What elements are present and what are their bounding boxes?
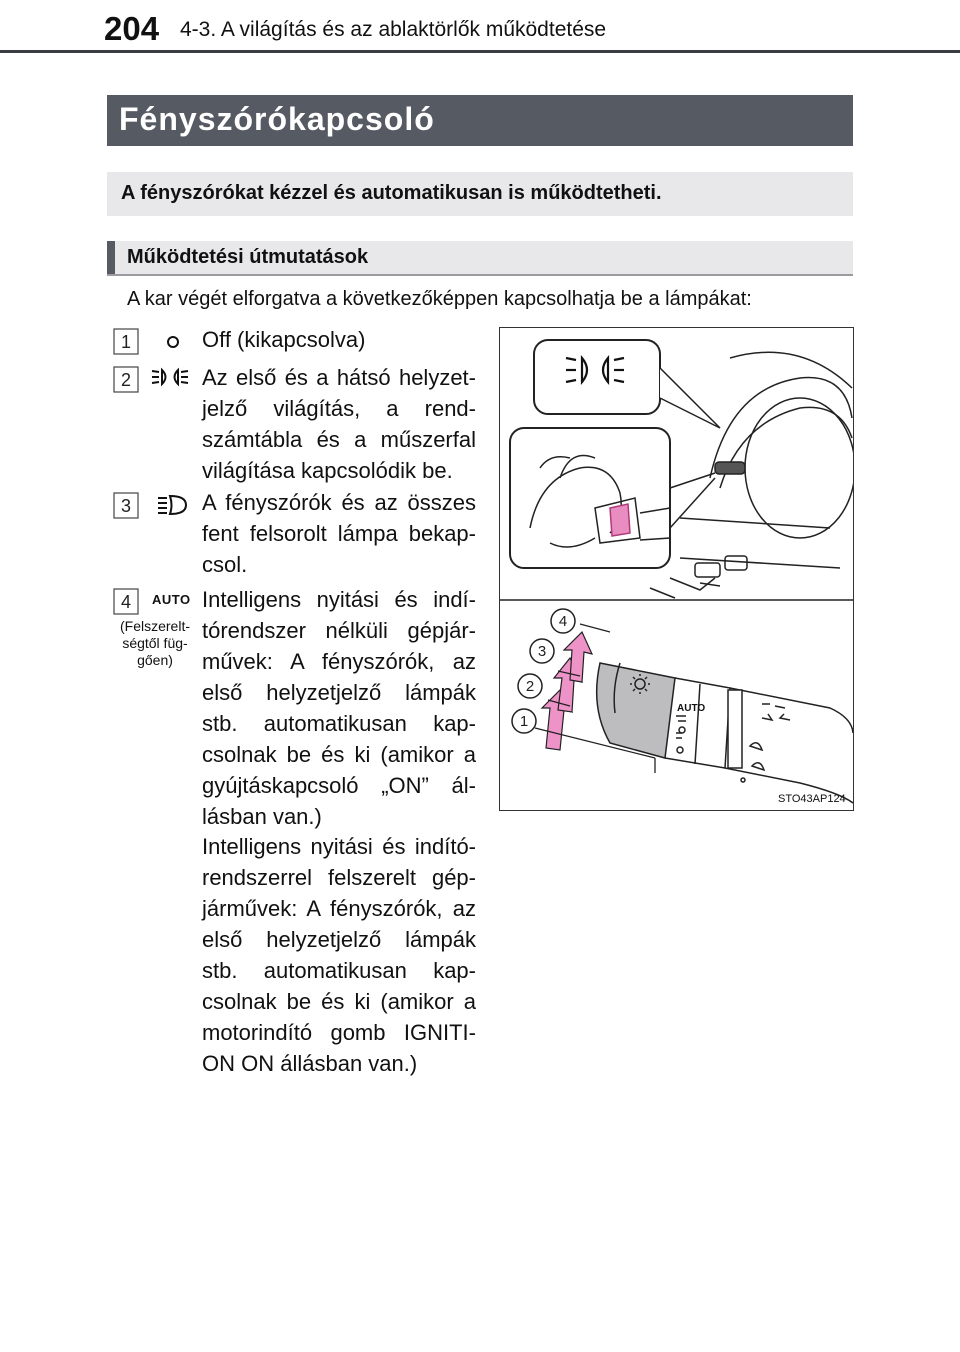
item-4-text: [202, 584, 476, 832]
item-number-2-text: 2: [120, 370, 132, 390]
intro-text: A fényszórókat kézzel és automatikusan is működtetheti.: [121, 182, 662, 204]
text-line: csolnak be és ki (amikor a: [202, 742, 476, 767]
callout-3: 3: [537, 643, 547, 660]
text-line: motorindító gomb IGNITI-: [202, 1020, 476, 1045]
section-title-bar: [107, 95, 853, 146]
intro-box: [107, 172, 853, 216]
page-number: 204: [104, 10, 160, 47]
item-number-3: [113, 492, 139, 519]
text-line: ON ON állásban van.): [202, 1051, 418, 1076]
chapter-title: 4-3. A világítás és az ablaktörlők működtetése: [180, 18, 607, 41]
subheading-marker: [107, 241, 115, 274]
figure-code: STO43AP124: [778, 793, 846, 805]
text-line: számtábla és a műszerfal: [202, 427, 476, 452]
text-line: művek: A fényszórók, az: [202, 649, 476, 674]
extra-paragraph: [202, 831, 476, 1079]
text-line: első helyzetjelző lámpák: [202, 927, 476, 952]
section-title: Fényszórókapcsoló: [119, 101, 435, 137]
text-line: világítása kapcsolódik be.: [202, 458, 453, 483]
text-line: gyújtáskapcsoló „ON” ál-: [202, 773, 476, 798]
off-circle-icon: [160, 332, 186, 352]
text-line: lásban van.): [202, 804, 322, 829]
text-line: stb. automatikusan kap-: [202, 958, 476, 983]
item-3-text: [202, 487, 476, 580]
text-line: tórendszer nélküli gépjár-: [202, 618, 476, 643]
text-line: stb. automatikusan kap-: [202, 711, 476, 736]
text-line: Az első és a hátsó helyzet-: [202, 365, 476, 390]
text-line: Intelligens nyitási és indító-: [202, 834, 476, 859]
text-line: jelző világítás, a rend-: [202, 396, 476, 421]
lead-text: A kar végét elforgatva a következőképpen kapcsolhatja be a lámpákat:: [127, 288, 752, 310]
callout-4: 4: [558, 613, 568, 630]
note-line: ségtől füg-: [122, 635, 188, 651]
figure-illustration: [500, 328, 853, 810]
headlight-switch-figure: [499, 327, 854, 811]
auto-icon: AUTO: [152, 592, 191, 607]
lever-auto-label: AUTO: [677, 703, 706, 714]
headlight-icon: [156, 493, 188, 517]
parking-lights-icon: [150, 366, 190, 388]
note-line: gően): [137, 652, 173, 668]
item-2-text: [202, 362, 476, 486]
text-line: rendszerrel felszerelt gép-: [202, 865, 476, 890]
text-line: első helyzetjelző lámpák: [202, 680, 476, 705]
subheading-bar: [107, 241, 853, 276]
text-line: csolnak be és ki (amikor a: [202, 989, 476, 1014]
callout-2: 2: [525, 678, 535, 695]
item-1-text: [202, 324, 476, 355]
callout-1: 1: [519, 713, 529, 730]
item-number-4: [113, 588, 139, 615]
subheading: Működtetési útmutatások: [127, 246, 369, 268]
item-number-1: [113, 328, 139, 355]
item-number-2: [113, 366, 139, 393]
text-line: járművek: A fényszórók, az: [202, 896, 476, 921]
item-number-4-text: 4: [120, 592, 132, 612]
text-line: A fényszórók és az összes: [202, 490, 476, 515]
availability-note: [113, 618, 197, 669]
text-line: Off (kikapcsolva): [202, 327, 366, 352]
item-number-1-text: 1: [120, 332, 132, 352]
text-line: csol.: [202, 552, 248, 577]
item-number-3-text: 3: [120, 496, 132, 516]
header-rule: [0, 50, 960, 53]
note-line: (Felszerelt-: [119, 618, 190, 634]
text-line: Intelligens nyitási és indí-: [202, 587, 476, 612]
text-line: fent felsorolt lámpa bekap-: [202, 521, 476, 546]
